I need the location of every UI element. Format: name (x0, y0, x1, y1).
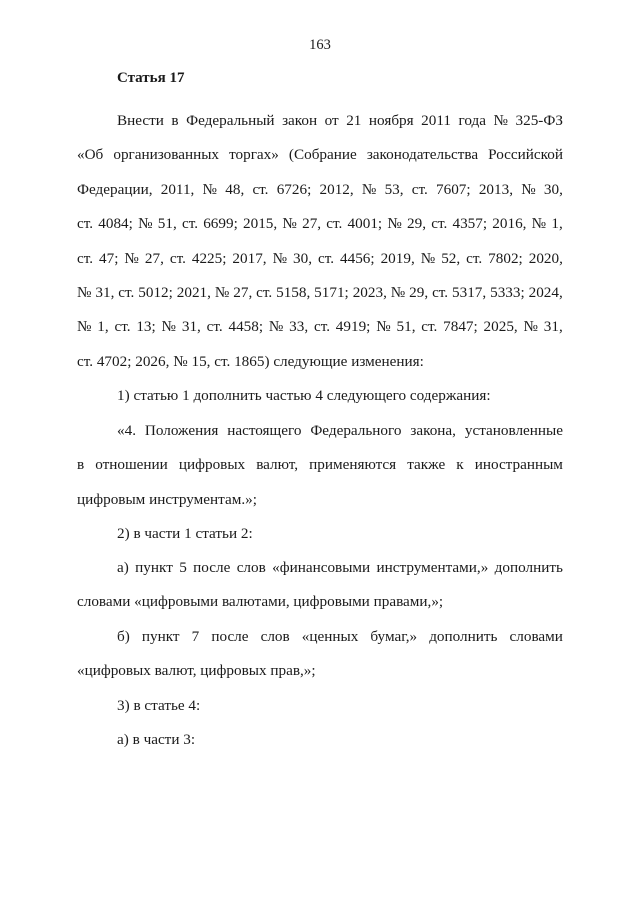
text-line: словами «цифровыми валютами, цифровыми правами,»; (77, 593, 444, 611)
text-line: 3) в статье 4: (117, 697, 201, 714)
text-line: б) пункт 7 после слов «ценных бумаг,» дополнить словами (117, 628, 563, 645)
text-line: № 31, ст. 5012; 2021, № 27, ст. 5158, 5171; 2023, № 29, ст. 5317, 5333; 2024, (77, 284, 563, 302)
text-line: ст. 4702; 2026, № 15, ст. 1865) следующие изменения: (77, 352, 424, 370)
text-line: «Об организованных торгах» (Собрание законодательства Российской (77, 146, 563, 164)
text-line: ст. 47; № 27, ст. 4225; 2017, № 30, ст. 4456; 2019, № 52, ст. 7802; 2020, (77, 249, 563, 267)
text-line: «4. Положения настоящего Федерального закона, установленные (117, 422, 563, 439)
text-line: Внести в Федеральный закон от 21 ноября 2011 года № 325-ФЗ (117, 112, 563, 129)
text-line: 2) в части 1 статьи 2: (117, 525, 253, 542)
paragraph-item-1 (77, 379, 563, 413)
text-line: а) пункт 5 после слов «финансовыми инструментами,» дополнить (117, 559, 563, 576)
article-title: Статья 17 (117, 70, 185, 86)
page-number: 163 (309, 37, 331, 53)
paragraph-item-2 (77, 517, 563, 551)
paragraph-item-2a (77, 551, 563, 620)
paragraph-item-2b (77, 620, 563, 689)
paragraph-quote (77, 414, 563, 517)
paragraph-intro (77, 104, 563, 379)
text-line: а) в части 3: (117, 731, 196, 748)
text-line: цифровым инструментам.»; (77, 490, 257, 508)
paragraph-item-3 (77, 689, 563, 723)
text-line: № 1, ст. 13; № 31, ст. 4458; № 33, ст. 4919; № 51, ст. 7847; 2025, № 31, (77, 318, 563, 336)
text-line: «цифровых валют, цифровых прав,»; (77, 662, 316, 680)
text-line: Федерации, 2011, № 48, ст. 6726; 2012, № 53, ст. 7607; 2013, № 30, (77, 180, 563, 198)
text-line: ст. 4084; № 51, ст. 6699; 2015, № 27, ст. 4001; № 29, ст. 4357; 2016, № 1, (77, 215, 563, 233)
paragraph-item-3a (77, 723, 563, 757)
text-line: в отношении цифровых валют, применяются также к иностранным (77, 456, 563, 474)
text-line: 1) статью 1 дополнить частью 4 следующего содержания: (117, 387, 491, 404)
